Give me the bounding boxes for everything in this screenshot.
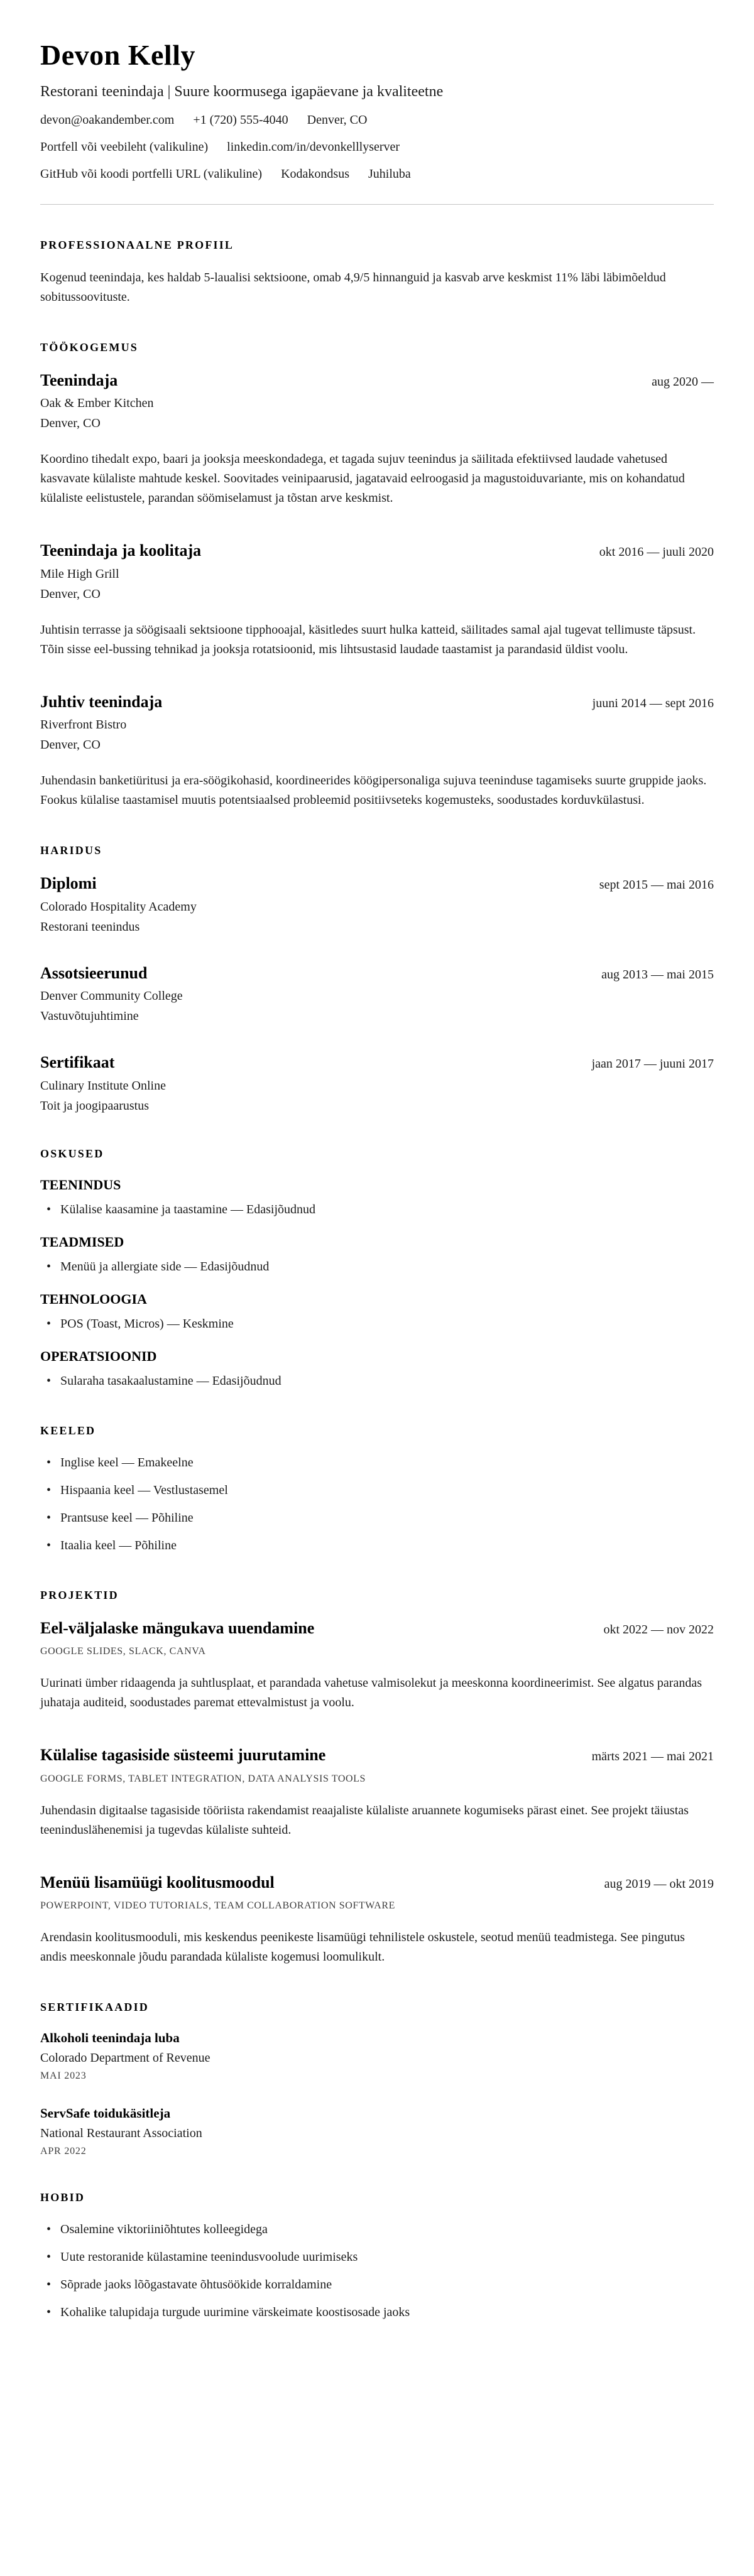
project-tools: GOOGLE FORMS, TABLET INTEGRATION, DATA ANALYSIS TOOLS	[40, 1773, 366, 1784]
resume-header	[40, 39, 714, 181]
field-of-study: Toit ja joogipaarustus	[40, 1098, 150, 1113]
job-company: Mile High Grill	[40, 566, 119, 581]
section-heading-certifications: SERTIFIKAADID	[40, 2001, 149, 2014]
project-title: Eel-väljalaske mängukava uuendamine	[40, 1618, 315, 1637]
job-description: Juhendasin banketiüritusi ja era-söögikohasid, koordineerides köögipersonaliga sujuva teeninduse tagamiseks suurte gruppide jaoks. Fookus külalise taastamisel muutis potentsiaalsed probleemid positiivseteks kogemusteks, soodustades korduvkülastusi.	[40, 774, 707, 808]
education-dates: sept 2015 — mai 2016	[599, 878, 714, 892]
certification-date: MAI 2023	[40, 2070, 87, 2082]
contact-email: devon@oakandember.com	[40, 112, 175, 127]
section-heading-languages: KEELED	[40, 1424, 96, 1437]
education-dates: aug 2013 — mai 2015	[601, 967, 714, 982]
hobby-list	[40, 2221, 714, 2322]
field-of-study: Restorani teenindus	[40, 919, 140, 934]
candidate-tagline: Restorani teenindaja | Suure koormusega igapäevane ja kvaliteetne	[40, 83, 444, 100]
certification-org: Colorado Department of Revenue	[40, 2051, 210, 2065]
project-description: Uurinati ümber ridaagenda ja suhtlusplaat, et parandada vahetuse valmisolekut ja meeskonna koordineerimist. See algatus parandas juhataja auditeid, soodustades paremat ettevalmistust ja voolu.	[40, 1676, 702, 1710]
skill-list	[40, 1315, 714, 1333]
job-entry-head	[40, 541, 714, 561]
certification-org: National Restaurant Association	[40, 2126, 202, 2141]
section-heading-skills: OSKUSED	[40, 1147, 104, 1160]
project-entry	[40, 1618, 714, 1713]
section-projects	[40, 1589, 714, 1967]
job-entry	[40, 541, 714, 659]
section-hobbies	[40, 2191, 714, 2322]
hobby-item: • Osalemine viktoriiniõhtutes kolleegidega	[46, 2221, 714, 2239]
skill-item: • Külalise kaasamine ja taastamine — Edasijõudnud	[46, 1201, 714, 1219]
section-heading-profile: PROFESSIONAALNE PROFIIL	[40, 238, 234, 251]
job-dates: juuni 2014 — sept 2016	[592, 696, 714, 710]
education-entry	[40, 963, 714, 1024]
section-education	[40, 844, 714, 1113]
certification-entry	[40, 2030, 714, 2082]
skill-list	[40, 1201, 714, 1219]
certification-date: APR 2022	[40, 2146, 87, 2157]
education-entry-head	[40, 1053, 714, 1073]
skill-category: OPERATSIOONID	[40, 1348, 157, 1364]
project-entry	[40, 1745, 714, 1840]
certification-entry	[40, 2106, 714, 2157]
contact-row-2	[40, 140, 714, 154]
skill-item: • POS (Toast, Micros) — Keskmine	[46, 1315, 714, 1333]
education-entry	[40, 1053, 714, 1113]
contact-location: Denver, CO	[307, 112, 368, 127]
project-tools: POWERPOINT, VIDEO TUTORIALS, TEAM COLLABORATION SOFTWARE	[40, 1900, 396, 1912]
job-title: Juhtiv teenindaja	[40, 692, 163, 711]
contact-github: GitHub või koodi portfelli URL (valikuline)	[40, 166, 263, 181]
project-entry-head	[40, 1873, 714, 1893]
job-company: Oak & Ember Kitchen	[40, 396, 154, 411]
skill-category: TEHNOLOOGIA	[40, 1291, 147, 1307]
skill-group	[40, 1291, 714, 1333]
job-entry-head	[40, 692, 714, 713]
job-entry-head	[40, 371, 714, 391]
section-heading-projects: PROJEKTID	[40, 1588, 119, 1601]
hobby-item: • Sõprade jaoks lõõgastavate õhtusöökide korraldamine	[46, 2276, 714, 2294]
section-heading-education: HARIDUS	[40, 844, 102, 857]
contact-citizenship: Kodakondsus	[281, 166, 349, 181]
job-entry	[40, 371, 714, 509]
education-entry-head	[40, 963, 714, 984]
project-entry	[40, 1873, 714, 1967]
skill-group	[40, 1348, 714, 1390]
header-divider	[40, 204, 714, 205]
job-title: Teenindaja ja koolitaja	[40, 541, 202, 560]
education-entry	[40, 874, 714, 934]
job-description: Koordino tihedalt expo, baari ja jooksja meeskondadega, et tagada sujuv teenindus ja säilitada efektiivsed laudade vahetused kasvavate külaliste mahtude keskel. Soovitades veinipaarusid, jagatavaid eelroogasid ja magustoiduvariante, mis on kohandatud külaliste eelistustele, parandan söömiselamust ja tõstan arve keskmist.	[40, 452, 685, 506]
project-entry-head	[40, 1618, 714, 1639]
education-dates: jaan 2017 — juuni 2017	[591, 1057, 714, 1071]
section-experience	[40, 341, 714, 811]
project-dates: aug 2019 — okt 2019	[604, 1876, 714, 1891]
degree-title: Diplomi	[40, 874, 97, 893]
skill-item: • Sularaha tasakaalustamine — Edasijõudnud	[46, 1372, 714, 1390]
language-item: • Prantsuse keel — Põhiline	[46, 1509, 714, 1527]
job-title: Teenindaja	[40, 371, 118, 389]
job-location: Denver, CO	[40, 416, 101, 431]
section-heading-experience: TÖÖKOGEMUS	[40, 340, 139, 354]
field-of-study: Vastuvõtujuhtimine	[40, 1009, 139, 1024]
certification-name: ServSafe toidukäsitleja	[40, 2106, 171, 2121]
skill-item: • Menüü ja allergiate side — Edasijõudnud	[46, 1258, 714, 1276]
skill-category: TEENINDUS	[40, 1176, 121, 1193]
contact-phone: +1 (720) 555-4040	[193, 112, 288, 127]
project-tools: GOOGLE SLIDES, SLACK, CANVA	[40, 1646, 206, 1657]
project-dates: okt 2022 — nov 2022	[603, 1622, 714, 1637]
section-skills	[40, 1147, 714, 1390]
school-name: Colorado Hospitality Academy	[40, 899, 197, 914]
hobby-item: • Uute restoranide külastamine teenindusvoolude uurimiseks	[46, 2248, 714, 2266]
language-list	[40, 1454, 714, 1555]
job-description: Juhtisin terrasse ja söögisaali sektsioone tipphooajal, käsitledes suurt hulka katteid, säilitades samal ajal tugevat tellimuste täpsust. Tõin sisse eel-bussing tehnikad ja jooksja rotatsioonid, mis lihtsustasid laudade taastamist ja parandasid üldist voolu.	[40, 622, 696, 656]
skill-group	[40, 1177, 714, 1219]
section-heading-hobbies: HOBID	[40, 2191, 85, 2204]
section-languages	[40, 1424, 714, 1555]
language-item: • Inglise keel — Emakeelne	[46, 1454, 714, 1472]
project-description: Arendasin koolitusmooduli, mis keskendus peenikeste lisamüügi tehnilistele oskustele, seotud menüü teadmistega. See pingutus andis meeskonnale jõudu parandada külaliste kogemusi loomulikult.	[40, 1930, 685, 1964]
skill-group	[40, 1234, 714, 1276]
language-item: • Itaalia keel — Põhiline	[46, 1537, 714, 1555]
project-entry-head	[40, 1745, 714, 1766]
contact-row-1	[40, 113, 714, 127]
job-location: Denver, CO	[40, 587, 101, 601]
skill-list	[40, 1372, 714, 1390]
skill-category: TEADMISED	[40, 1233, 124, 1250]
section-profile	[40, 239, 714, 307]
contact-row-3	[40, 167, 714, 181]
profile-summary: Kogenud teenindaja, kes haldab 5-laualisi sektsioone, omab 4,9/5 hinnanguid ja kasvab arve keskmist 11% läbi läbimõeldud sobitussoovituste.	[40, 270, 666, 304]
certification-name: Alkoholi teenindaja luba	[40, 2030, 180, 2046]
section-certifications	[40, 2001, 714, 2157]
job-dates: aug 2020 —	[652, 374, 714, 389]
education-entry-head	[40, 874, 714, 894]
hobby-item: • Kohalike talupidaja turgude uurimine värskeimate koostisosade jaoks	[46, 2303, 714, 2322]
job-entry	[40, 692, 714, 811]
school-name: Culinary Institute Online	[40, 1078, 166, 1093]
school-name: Denver Community College	[40, 989, 183, 1004]
degree-title: Sertifikaat	[40, 1053, 115, 1072]
contact-linkedin: linkedin.com/in/devonkelllyserver	[227, 139, 400, 154]
project-description: Juhendasin digitaalse tagasiside tööriista rakendamist reaajaliste külaliste aruannete kogumiseks pärast einet. See projekt täiustas teeninduslähenemisi ja tugevdas külaliste suhteid.	[40, 1803, 689, 1837]
project-title: Külalise tagasiside süsteemi juurutamine	[40, 1746, 326, 1765]
job-dates: okt 2016 — juuli 2020	[599, 545, 714, 560]
project-dates: märts 2021 — mai 2021	[591, 1750, 714, 1764]
contact-drivers-license: Juhiluba	[368, 166, 411, 181]
candidate-name: Devon Kelly	[40, 39, 195, 71]
job-location: Denver, CO	[40, 738, 101, 752]
skill-list	[40, 1258, 714, 1276]
job-company: Riverfront Bistro	[40, 718, 127, 732]
language-item: • Hispaania keel — Vestlustasemel	[46, 1481, 714, 1500]
project-title: Menüü lisamüügi koolitusmoodul	[40, 1873, 275, 1891]
degree-title: Assotsieerunud	[40, 963, 148, 982]
contact-portfolio: Portfell või veebileht (valikuline)	[40, 139, 209, 154]
